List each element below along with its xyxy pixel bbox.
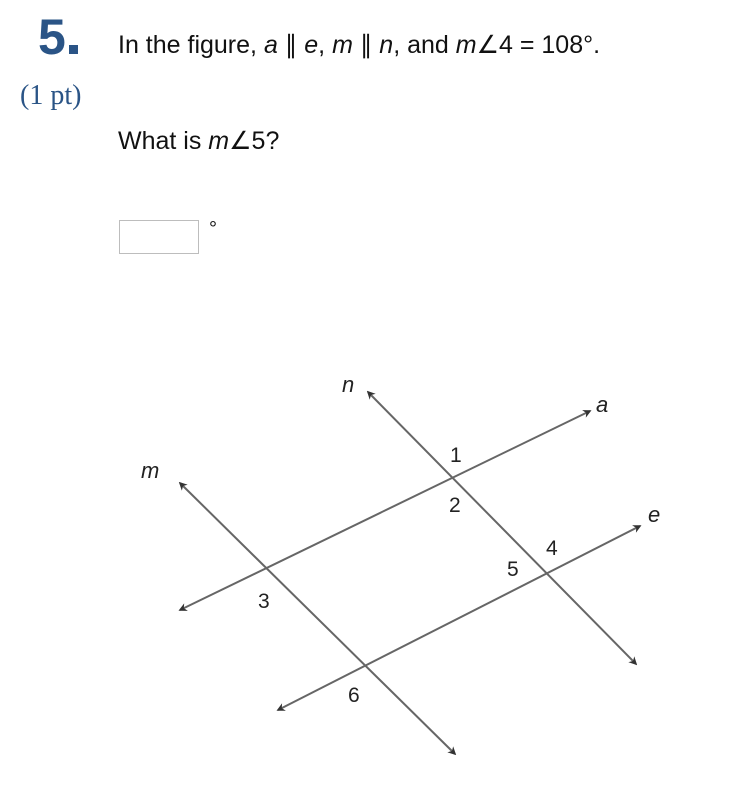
line-a-ref: a	[263, 31, 278, 59]
statement-lead: In the figure,	[118, 31, 264, 59]
line-n-ref: n	[379, 31, 394, 59]
measure-prefix: m	[208, 127, 230, 155]
angle-label-4: 4	[546, 537, 558, 560]
asked-angle: ∠5?	[229, 127, 280, 155]
line-label-m: m	[141, 458, 160, 483]
line-e-ref: e	[304, 31, 319, 59]
ask-lead: What is	[118, 127, 209, 155]
parallel-symbol: ∥	[352, 31, 380, 59]
parallel-symbol: ∥	[277, 31, 305, 59]
line-label-e: e	[648, 502, 661, 527]
given-angle: ∠4 = 108°.	[476, 31, 601, 59]
line-label-n: n	[342, 372, 355, 397]
separator: , and	[393, 31, 456, 59]
line-m-ref: m	[332, 31, 353, 59]
angle-label-1: 1	[450, 444, 462, 467]
measure-prefix: m	[455, 31, 477, 59]
angle-label-2: 2	[449, 494, 461, 517]
degree-symbol: °	[209, 218, 217, 240]
angle-label-5: 5	[507, 558, 519, 581]
line-label-a: a	[596, 392, 609, 417]
transversal-line-m	[180, 483, 455, 754]
transversal-line-n	[368, 392, 636, 664]
parallel-line-e	[278, 526, 640, 710]
separator: ,	[318, 31, 333, 59]
parallel-line-a	[180, 411, 590, 610]
question-number: 5	[38, 12, 78, 62]
question-points: (1 pt)	[20, 80, 82, 111]
angle-label-3: 3	[258, 590, 270, 613]
angle-label-6: 6	[348, 684, 360, 707]
